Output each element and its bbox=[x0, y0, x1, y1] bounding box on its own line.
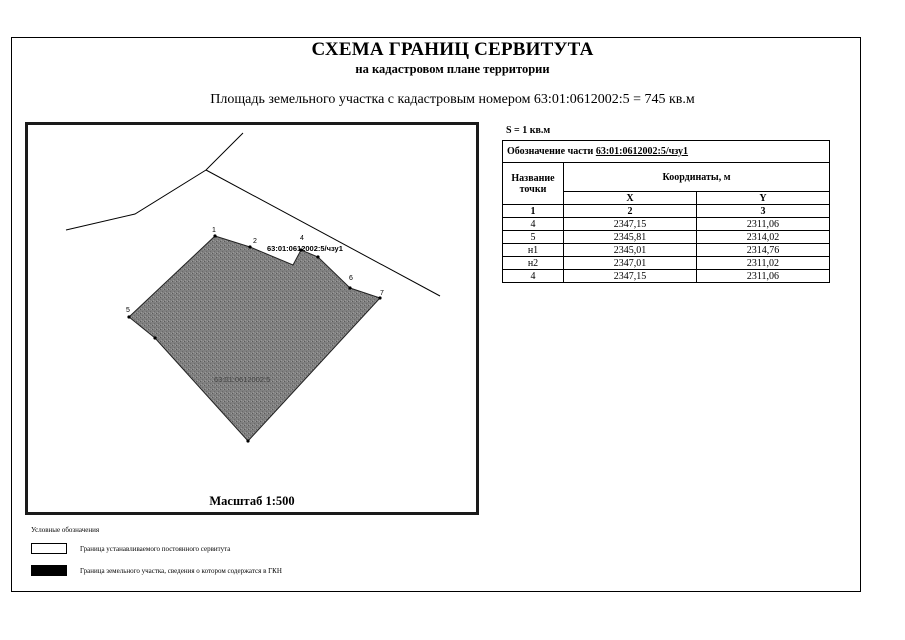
area-line: Площадь земельного участка с кадастровым номером 63:01:0612002:5 = 745 кв.м bbox=[210, 92, 695, 107]
row-y: 2314,76 bbox=[696, 244, 829, 257]
row-y: 2311,06 bbox=[696, 218, 829, 231]
servitude-label: 63:01:0612002:5/чзу1 bbox=[267, 244, 343, 253]
point-label-5: 5 bbox=[126, 307, 130, 314]
road-line-left bbox=[66, 133, 243, 230]
row-x: 2347,15 bbox=[564, 218, 697, 231]
part-prefix: Обозначение части bbox=[507, 145, 594, 157]
table-header-row bbox=[503, 163, 830, 192]
point-label-4: 4 bbox=[300, 235, 304, 242]
col-num-1: 1 bbox=[503, 205, 564, 218]
table-numbers-row bbox=[503, 205, 830, 218]
row-point-name: 5 bbox=[503, 231, 564, 244]
legend-text-servitude: Граница устанавливаемого постоянного сервитута bbox=[80, 545, 231, 553]
col-num-2: 2 bbox=[564, 205, 697, 218]
row-point-name: 4 bbox=[503, 218, 564, 231]
row-point-name: 4 bbox=[503, 270, 564, 283]
point-label-7: 7 bbox=[380, 290, 384, 297]
parcel-label: 63:01:0612002:5 bbox=[214, 375, 271, 384]
cadastral-map bbox=[25, 122, 479, 515]
legend-text-parcel: Граница земельного участка, сведения о котором содержатся в ГКН bbox=[80, 567, 282, 575]
point-label-2: 2 bbox=[253, 238, 257, 245]
row-y: 2314,02 bbox=[696, 231, 829, 244]
legend-title: Условные обозначения bbox=[31, 526, 100, 534]
page-title: СХЕМА ГРАНИЦ СЕРВИТУТА bbox=[311, 39, 594, 60]
map-drawing bbox=[28, 125, 476, 512]
page-subtitle: на кадастровом плане территории bbox=[355, 62, 550, 76]
row-x: 2347,15 bbox=[564, 270, 697, 283]
legend-swatch-parcel bbox=[31, 565, 67, 576]
point-label-6: 6 bbox=[349, 275, 353, 282]
col-num-3: 3 bbox=[696, 205, 829, 218]
table-row bbox=[503, 257, 830, 270]
row-y: 2311,02 bbox=[696, 257, 829, 270]
row-x: 2345,01 bbox=[564, 244, 697, 257]
col-point-name: Название точки bbox=[503, 163, 564, 205]
point-label-1: 1 bbox=[212, 227, 216, 234]
servitude-area: S = 1 кв.м bbox=[506, 125, 551, 136]
row-point-name: н1 bbox=[503, 244, 564, 257]
col-coordinates: Координаты, м bbox=[564, 163, 830, 192]
part-code: 63:01:0612002:5/чзу1 bbox=[595, 145, 689, 157]
col-y: Y bbox=[696, 192, 829, 205]
table-row bbox=[503, 270, 830, 283]
parcel-polygon bbox=[129, 236, 380, 441]
table-row bbox=[503, 231, 830, 244]
map-scale: Масштаб 1:500 bbox=[209, 494, 295, 508]
row-x: 2347,01 bbox=[564, 257, 697, 270]
legend-swatch-servitude bbox=[31, 543, 67, 554]
row-point-name: н2 bbox=[503, 257, 564, 270]
table-row bbox=[503, 244, 830, 257]
row-x: 2345,81 bbox=[564, 231, 697, 244]
table-row bbox=[503, 218, 830, 231]
row-y: 2311,06 bbox=[696, 270, 829, 283]
part-designation bbox=[503, 141, 830, 163]
coordinates-table bbox=[502, 140, 830, 283]
table-part-row bbox=[503, 141, 830, 163]
col-x: X bbox=[564, 192, 697, 205]
